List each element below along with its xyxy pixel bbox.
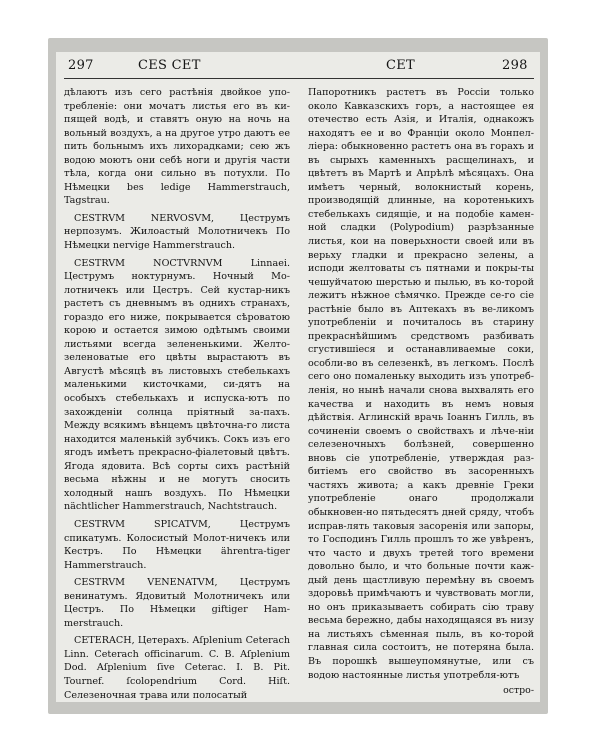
left-running-head: CES CET — [138, 58, 201, 73]
book-spread — [56, 52, 540, 702]
entry-ceterach: CETERACH, Цетерахъ. Aſplenium Ceterach Linn. Ceterach officinarum. C. B. Aſplenium Dod. Aſplenium ſive Ceterac. I. B. Pit. Tournef. ſcolopendrium Cord. Hiſt. Селезеночная трава или полосатый — [64, 635, 290, 701]
entry-ceterach-continued: Папоротникъ растетъ въ Россіи только около Кавказскихъ горъ, а настоящее ея отечество есть Азія, и Италія, однакожъ находятъ ее и во Франціи около Монпел-ліера: обыкновенно растетъ она въ горахъ и въ сырыхъ каменныхъ расщелинахъ, и цвѣтетъ въ Мартѣ и Апрѣлѣ мѣсяцахъ. Она имѣетъ черный, волокнистый корень, производящій длинные, на коротенькихъ стебелькахъ сидящіе, и на подобіе камен-ной сладки (Polypodium) разрѣзанные листья, кои на поверьхности своей или въ верьху гладки и прекрасно зелены, а исподи желтоваты съ пятнами и покры-ты чешуйчатою шерстью и пылью, въ ко-торой лежитъ нѣжное сѣмячко. Прежде се-го сіе растѣніе было въ Аптекахъ въ ве-ликомъ употребленіи и почиталось въ старину прекраснѣйшимъ средствомъ разбивать сгустившіеся и останавливаемые соки, особли-во въ селезенкѣ, въ легкомъ. Послѣ сего оно помаленьку выходить изъ употреб-ленія, но нынѣ начали снова выхвалять его качества и находить въ немъ новыя дѣйствія. Аглинскій врачь Іоаннъ Гилль, въ сочиненіи своемъ о свойствахъ и лѣче-ніи селезеночныхъ болѣзней, совершенно вновь сіе употребленіе, утверждая раз-битіемъ его свойство въ засоренныхъ частяхъ живота; а какъ древніе Греки употребленіе онаго продолжали обыкновен-но пятьдесятъ дней сряду, чтобъ исправ-лять таковыя засоренія или запоры, то Господинъ Гилль прошлъ то же увѣренъ, что часто и двухъ третей того времени довольно было, и что больные почти каж-дый день щастливую перемѣну въ своемъ здоровьѣ примѣчаютъ и чувствовать могли, но онъ приказываетъ собирать сію траву весьма бережно, дабы находящаяся въ низу на листьяхъ сѣменная пыль, въ ко-торой главная сила состоитъ, не потеряна была. Въ порошкѣ вышеупомянутые, или съ водою настоянные листья употребля-ютъ — [308, 87, 534, 681]
entry-cestrum-venenatum: CESTRVM VENENATVM, Цеструмъ венинатумъ. Ядовитый Молотничекъ или Цестръ. По Нѣмецки giftiger Ham-merstrauch. — [64, 577, 290, 629]
left-column — [64, 86, 290, 702]
right-column — [308, 86, 534, 698]
header-rule — [64, 78, 534, 79]
left-page-number: 297 — [68, 58, 94, 73]
right-page-number: 298 — [502, 58, 528, 73]
entry-cestrum-nocturnum: CESTRVM NOCTVRNVM Linnaei. Цеструмъ ноктурнумъ. Ночный Мо-лотничекъ или Цестръ. Сей кустар-никъ растетъ съ дневнымъ въ однихъ странахъ, гораздо его ниже, покрывается сѣроватою корою и остается зимою одѣтымъ своими листьями всегда зелененькими. Желто-зеленоватые его цвѣты вырастаютъ въ Августѣ мѣсяцѣ въ листовыхъ стебелькахъ маленькими кисточками, си-дятъ на особыхъ стебелькахъ и испуска-ютъ по захожденіи солнца пріятный за-пахъ. Между всякимъ вѣнцемъ цвѣточна-го листа находится маленькій зубчикъ. Сокъ изъ его ягодъ имѣетъ прекрасно-фіалетовый цвѣтъ. Ягода ядовита. Всѣ сорты сихъ растѣній весьма нѣжны и не могутъ сносить холодный нашъ воздухъ. По Нѣмецки nächtlicher Hammerstrauch, Nachtstrauch. — [64, 257, 290, 513]
entry-continuation-text: дѣлаютъ изъ сего растѣнія двойкое упо-требленіе: они мочатъ листья его въ ки-пящей водѣ, и ставятъ оную на ночь на вольный воздухъ, а на другое утро даютъ ее пить больнымъ ихъ лихорадками; сею жъ водою моютъ они себѣ ноги и другія части тѣла, когда они сильно въ потухли. По Нѣмецки bes ledige Hammerstrauch, Tagstrau. — [64, 87, 290, 207]
entry-cestrum-nervosum: CESTRVM NERVOSVM, Цеструмъ нерпозумъ. Жилоастый Молотничекъ По Нѣмецки nervige Hammerstrauch. — [64, 212, 290, 252]
entry-cestrum-spicatum: CESTRVM SPICATVM, Цеструмъ спикатумъ. Колосистый Молот-ничекъ или Кестръ. По Нѣмецки ährentra-tiger Hammerstrauch. — [64, 518, 290, 571]
catchword: остро- — [503, 685, 534, 697]
right-running-head: CET — [386, 58, 416, 73]
